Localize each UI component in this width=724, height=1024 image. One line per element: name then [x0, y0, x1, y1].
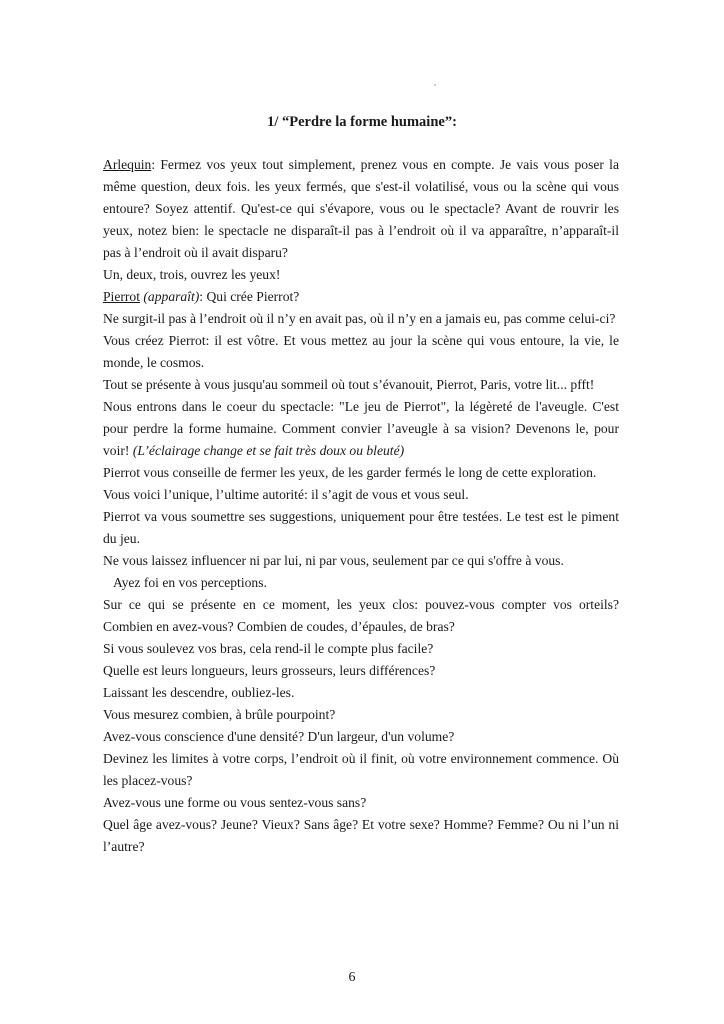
speaker-name: Arlequin [103, 157, 152, 172]
paragraph: Un, deux, trois, ouvrez les yeux! [103, 267, 281, 282]
paragraph: Pierrot va vous soumettre ses suggestions, uniquement pour être testées. Le test est le piment du jeu. [103, 509, 619, 546]
paragraph: Sur ce qui se présente en ce moment, les yeux clos: pouvez-vous compter vos orteils? Combien en avez-vous? Combien de coudes, d’épaules, de bras? [103, 597, 619, 634]
paragraph-text: : Qui crée Pierrot? [199, 289, 300, 304]
paragraph: Vous mesurez combien, à brûle pourpoint? [103, 707, 336, 722]
paragraph: Vous créez Pierrot: il est vôtre. Et vous mettez au jour la scène qui vous entoure, la vie, le monde, le cosmos. [103, 333, 619, 370]
paragraph [103, 154, 619, 264]
paragraph: Ayez foi en vos perceptions. [113, 575, 267, 590]
paragraph: Vous voici l’unique, l’ultime autorité: il s’agit de vous et vous seul. [103, 487, 469, 502]
paragraph [103, 286, 619, 308]
paragraph: Quel âge avez-vous? Jeune? Vieux? Sans âge? Et votre sexe? Homme? Femme? Ou ni l’un ni l’autre? [103, 817, 619, 854]
paragraph: Si vous soulevez vos bras, cela rend-il le compte plus facile? [103, 641, 434, 656]
paragraph: Devinez les limites à votre corps, l’endroit où il finit, où votre environnement commence. Où les placez-vous? [103, 751, 619, 788]
page-number: 6 [348, 970, 356, 985]
paragraph: Avez-vous une forme ou vous sentez-vous sans? [103, 795, 367, 810]
paragraph-text: : Fermez vos yeux tout simplement, prenez vous en compte. Je vais vous poser la même question, deux fois. les yeux fermés, que s'est-il volatilisé, vous ou la scène qui vous entoure? Soyez attentif. Qu'est-ce qui s'évapore, vous ou le spectacle? Avant de rouvrir les yeux, notez bien: le spectacle ne disparaît-il pas à l’endroit où il va apparaître, n’apparaît-il pas à l’endroit où il avait disparu? [103, 157, 619, 260]
speaker-name: Pierrot [103, 289, 140, 304]
paragraph: Quelle est leurs longueurs, leurs grosseurs, leurs différences? [103, 663, 436, 678]
stage-direction: (L’éclairage change et se fait très doux ou bleuté) [132, 443, 405, 458]
paragraph: Avez-vous conscience d'une densité? D'un largeur, d'un volume? [103, 729, 455, 744]
paragraph: Tout se présente à vous jusqu'au sommeil où tout s’évanouit, Pierrot, Paris, votre lit... pfft! [103, 377, 595, 392]
scan-speck [434, 84, 436, 86]
body-text [103, 154, 619, 858]
paragraph: Pierrot vous conseille de fermer les yeux, de les garder fermés le long de cette exploration. [103, 465, 597, 480]
paragraph: Ne surgit-il pas à l’endroit où il n’y en avait pas, où il n’y en a jamais eu, pas comme celui-ci? [103, 311, 616, 326]
section-title: 1/ “Perdre la forme humaine”: [267, 114, 457, 130]
stage-direction: (apparaît) [140, 289, 200, 304]
paragraph [103, 396, 619, 462]
paragraph: Ne vous laissez influencer ni par lui, ni par vous, seulement par ce qui s'offre à vous. [103, 553, 564, 568]
paragraph: Laissant les descendre, oubliez-les. [103, 685, 295, 700]
paragraph-text: Nous entrons dans le coeur du spectacle: "Le jeu de Pierrot", la légèreté de l'aveugle. C'est pour perdre la forme humaine. Comment convier l’aveugle à sa vision? Devenons le, pour voir! [103, 399, 619, 458]
